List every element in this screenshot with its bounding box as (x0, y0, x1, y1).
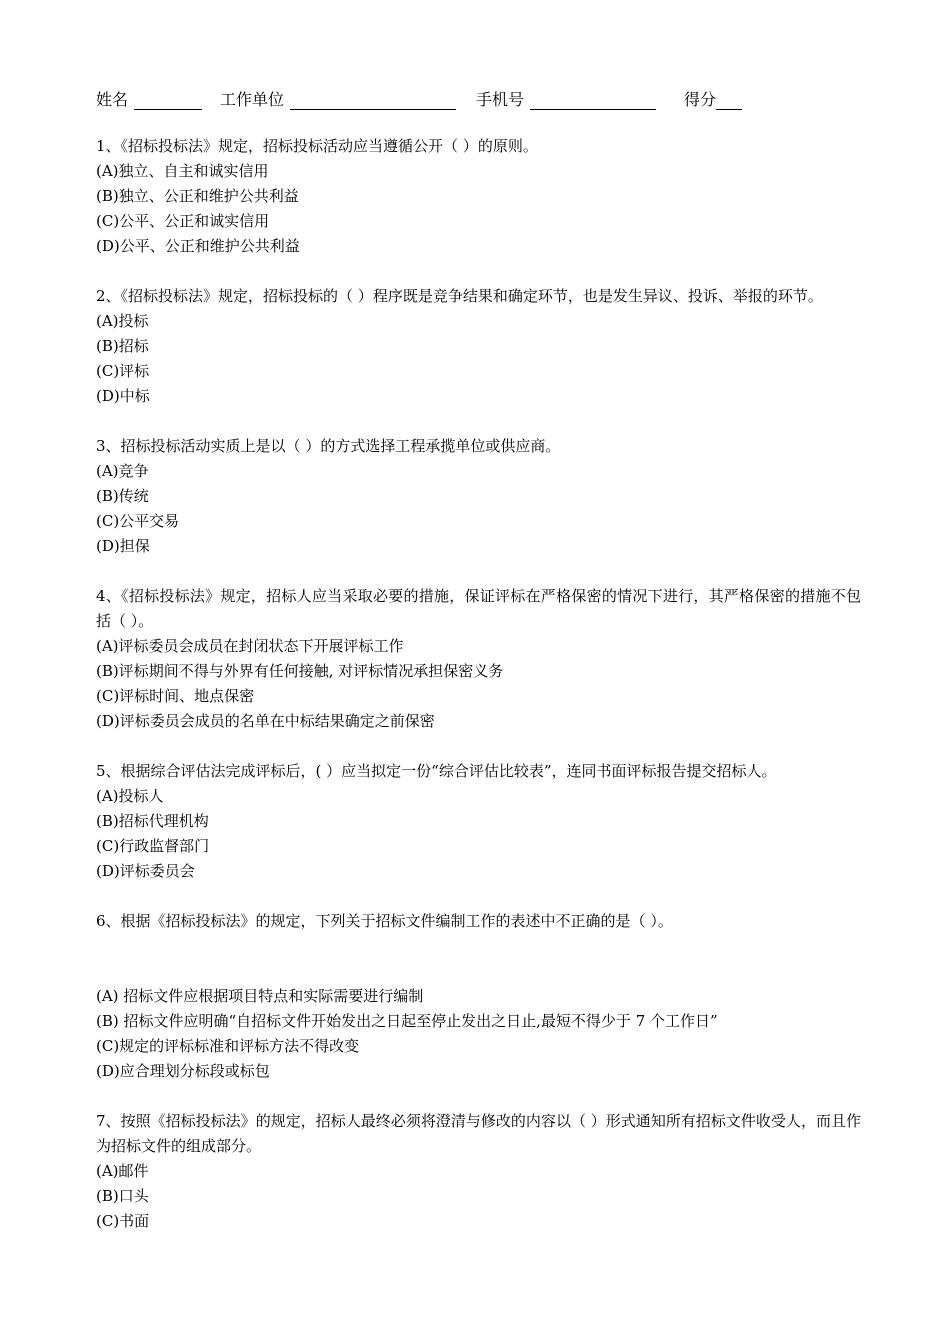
question-1 (96, 134, 861, 259)
option-a: (A)独立、自主和诚实信用 (96, 162, 269, 180)
option-a: (A)评标委员会成员在封闭状态下开展评标工作 (96, 637, 404, 655)
option-c: (C)书面 (96, 1212, 150, 1230)
score-blank[interactable] (716, 91, 742, 110)
option-b: (B)评标期间不得与外界有任何接触, 对评标情况承担保密义务 (96, 662, 504, 680)
name-label: 姓名 (96, 90, 129, 109)
option-b: (B)招标 (96, 337, 149, 355)
question-7 (96, 1109, 861, 1234)
option-c: (C)评标 (96, 362, 150, 380)
option-c: (C)公平交易 (96, 512, 180, 530)
option-d: (D)评标委员会成员的名单在中标结果确定之前保密 (96, 712, 435, 730)
option-b: (B)口头 (96, 1187, 149, 1205)
option-d: (D)应合理划分标段或标包 (96, 1062, 270, 1080)
name-blank[interactable] (134, 91, 202, 110)
option-d: (D)公平、公正和维护公共利益 (96, 237, 300, 255)
question-text: 3、招标投标活动实质上是以（ ）的方式选择工程承揽单位或供应商。 (96, 437, 561, 455)
score-label: 得分 (684, 90, 717, 109)
question-6 (96, 909, 861, 1084)
question-text: 5、根据综合评估法完成评标后，( ）应当拟定一份“综合评估比较表”，连同书面评标报告提交招标人。 (96, 762, 777, 780)
option-b: (B)独立、公正和维护公共利益 (96, 187, 299, 205)
question-4 (96, 584, 861, 734)
phone-blank[interactable] (530, 91, 656, 110)
question-text: 1、《招标投标法》规定，招标投标活动应当遵循公开（ ）的原则。 (96, 137, 538, 155)
question-text: 4、《招标投标法》规定，招标人应当采取必要的措施，保证评标在严格保密的情况下进行，其严格保密的措施不包括（ ）。 (96, 587, 861, 630)
option-c: (C)评标时间、地点保密 (96, 687, 255, 705)
answer-space (96, 934, 861, 984)
option-a: (A)竞争 (96, 462, 149, 480)
option-a: (A)投标人 (96, 787, 164, 805)
option-a: (A)投标 (96, 312, 149, 330)
option-a: (A)邮件 (96, 1162, 149, 1180)
option-d: (D)担保 (96, 537, 150, 555)
question-text: 7、按照《招标投标法》的规定，招标人最终必须将澄清与修改的内容以（ ）形式通知所有招标文件收受人，而且作为招标文件的组成部分。 (96, 1112, 861, 1155)
option-d: (D)中标 (96, 387, 150, 405)
phone-label: 手机号 (476, 90, 525, 109)
option-b: (B)招标代理机构 (96, 812, 209, 830)
exam-page (96, 86, 861, 1259)
question-5 (96, 759, 861, 884)
option-d: (D)评标委员会 (96, 862, 195, 880)
exam-header (96, 86, 861, 110)
question-text: 2、《招标投标法》规定，招标投标的（ ）程序既是竞争结果和确定环节，也是发生异议、投诉、举报的环节。 (96, 287, 823, 305)
option-c: (C)规定的评标标准和评标方法不得改变 (96, 1037, 360, 1055)
option-c: (C)公平、公正和诚实信用 (96, 212, 270, 230)
work-unit-label: 工作单位 (220, 90, 285, 109)
option-a: (A) 招标文件应根据项目特点和实际需要进行编制 (96, 987, 424, 1005)
question-text: 6、根据《招标投标法》的规定，下列关于招标文件编制工作的表述中不正确的是（ ）。 (96, 912, 673, 930)
option-c: (C)行政监督部门 (96, 837, 210, 855)
question-2 (96, 284, 861, 409)
work-unit-blank[interactable] (290, 91, 456, 110)
option-b: (B)传统 (96, 487, 149, 505)
option-b: (B) 招标文件应明确“自招标文件开始发出之日起至停止发出之日止,最短不得少于 7 个工作日” (96, 1012, 718, 1030)
question-3 (96, 434, 861, 559)
